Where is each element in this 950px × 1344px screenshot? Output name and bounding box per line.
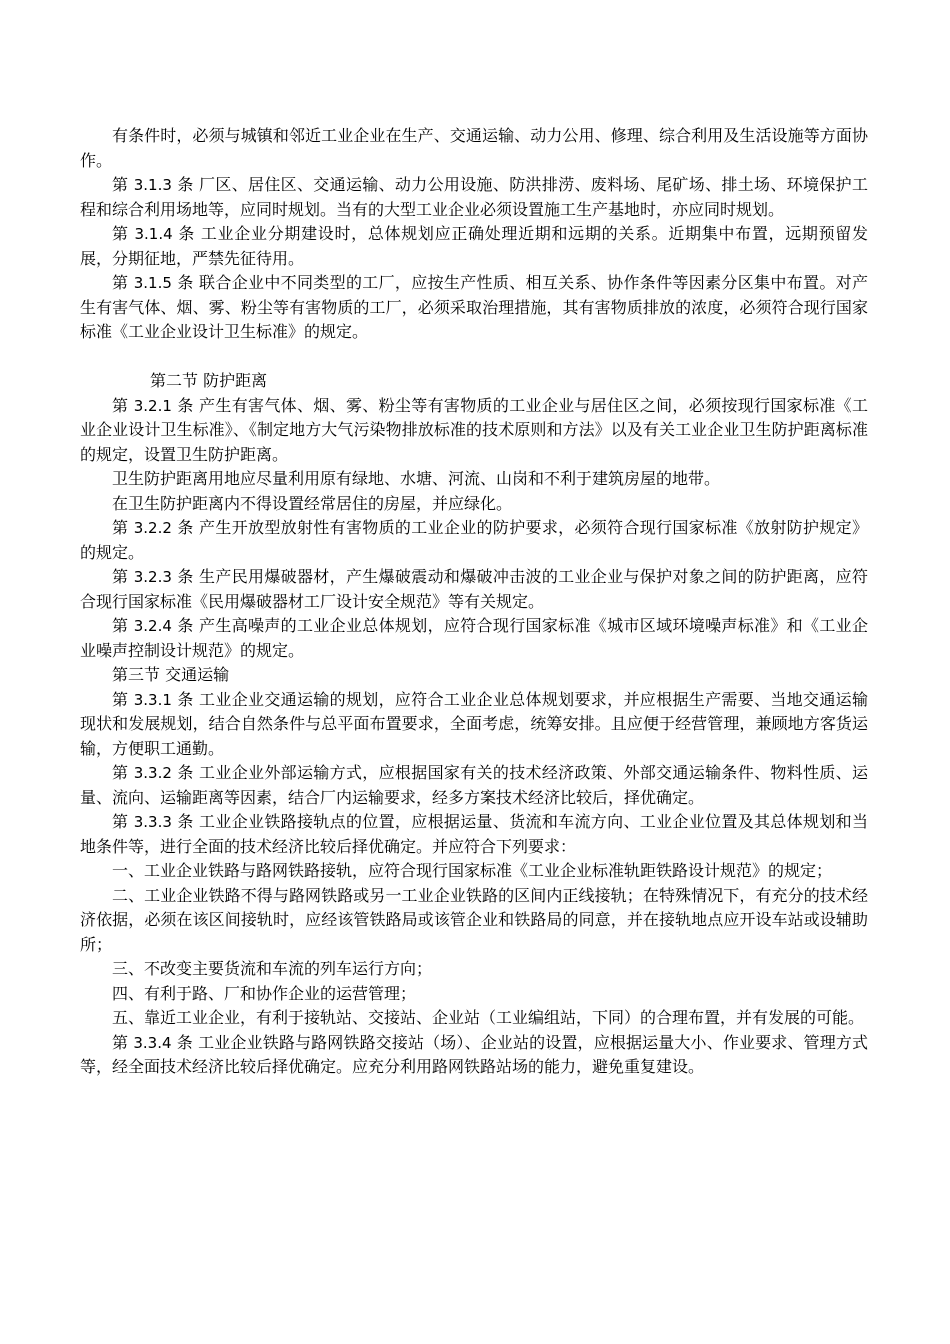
- article-3-3-2: 第 3.3.2 条 工业企业外部运输方式，应根据国家有关的技术经济政策、外部交通运输条件、物料性质、运量、流向、运输距离等因素，结合厂内运输要求，经多方案技术经济比较后，择优确定。: [80, 763, 868, 807]
- article-3-2-1: 第 3.2.1 条 产生有害气体、烟、雾、粉尘等有害物质的工业企业与居住区之间，必须按现行国家标准《工业企业设计卫生标准》、《制定地方大气污染物排放标准的技术原则和方法》以及有关工业企业卫生防护距离标准的规定，设置卫生防护距离。: [80, 395, 868, 464]
- requirement-item-4: 四、有利于路、厂和协作企业的运营管理；: [112, 983, 417, 1003]
- blank-line: [80, 345, 868, 370]
- requirement-item-3: 三、不改变主要货流和车流的列车运行方向；: [112, 959, 433, 978]
- article-3-3-3: 第 3.3.3 条 工业企业铁路接轨点的位置，应根据运量、货流和车流方向、工业企业位置及其总体规划和当地条件等，进行全面的技术经济比较后择优确定。并应符合下列要求：: [80, 812, 868, 856]
- article-3-1-3: 第 3.1.3 条 厂区、居住区、交通运输、动力公用设施、防洪排涝、废料场、尾矿场、排土场、环境保护工程和综合利用场地等，应同时规划。当有的大型工业企业必须设置施工生产基地时，亦应同时规划。: [80, 175, 868, 219]
- paragraph-protect-no-house: 在卫生防护距离内不得设置经常居住的房屋，并应绿化。: [112, 493, 513, 513]
- paragraph-coop: 有条件时，必须与城镇和邻近工业企业在生产、交通运输、动力公用、修理、综合利用及生活设施等方面协作。: [80, 126, 868, 170]
- requirement-item-1: 一、工业企业铁路与路网铁路接轨，应符合现行国家标准《工业企业标准轨距铁路设计规范》的规定；: [112, 861, 833, 880]
- section-heading-transport: 第三节 交通运输: [112, 665, 230, 684]
- article-number: 3.1.5: [133, 274, 172, 292]
- article-number: 3.3.4: [133, 1033, 172, 1052]
- article-number: 3.3.3: [133, 813, 172, 831]
- section-2-block: [80, 394, 868, 664]
- requirement-item-2: 二、工业企业铁路不得与路网铁路或另一工业企业铁路的区间内正线接轨；在特殊情况下，有充分的技术经济依据，必须在该区间接轨时，应经该管铁路局或该管企业和铁路局的同意，并在接轨地点应开设车站或设辅助所；: [80, 885, 868, 954]
- article-number: 3.1.3: [133, 176, 172, 194]
- article-3-2-2: 第 3.2.2 条 产生开放型放射性有害物质的工业企业的防护要求，必须符合现行国家标准《放射防护规定》的规定。: [80, 518, 868, 562]
- paragraph-protect-land: 卫生防护距离用地应尽量利用原有绿地、水塘、河流、山岗和不利于建筑房屋的地带。: [112, 469, 721, 488]
- article-number: 3.2.2: [133, 519, 172, 537]
- article-3-3-1: 第 3.3.1 条 工业企业交通运输的规划，应符合工业企业总体规划要求，并应根据生产需要、当地交通运输现状和发展规划，结合自然条件与总平面布置要求，全面考虑，统筹安排。且应便于经营管理，兼顾地方客货运输，方便职工通勤。: [80, 689, 868, 758]
- article-number: 3.2.4: [133, 617, 172, 635]
- section-3-block: [80, 688, 868, 1080]
- article-3-1-4: 第 3.1.4 条 工业企业分期建设时，总体规划应正确处理近期和远期的关系。近期集中布置，远期预留发展，分期征地，严禁先征待用。: [80, 224, 868, 268]
- document-page: [80, 124, 868, 1080]
- article-number: 3.1.4: [134, 225, 173, 243]
- article-3-1-5: 第 3.1.5 条 联合企业中不同类型的工厂，应按生产性质、相互关系、协作条件等因素分区集中布置。对产生有害气体、烟、雾、粉尘等有害物质的工厂，必须采取治理措施，其有害物质排放的浓度，必须符合现行国家标准《工业企业设计卫生标准》的规定。: [80, 273, 868, 341]
- article-number: 3.2.3: [133, 568, 172, 586]
- article-number: 3.3.1: [133, 690, 172, 709]
- article-3-3-4: 第 3.3.4 条 工业企业铁路与路网铁路交接站（场）、企业站的设置，应根据运量大小、作业要求、管理方式等，经全面技术经济比较后择优确定。应充分利用路网铁路站场的能力，避免重复建设。: [80, 1032, 868, 1076]
- article-3-2-4: 第 3.2.4 条 产生高噪声的工业企业总体规划，应符合现行国家标准《城市区域环境噪声标准》和《工业企业噪声控制设计规范》的规定。: [80, 616, 868, 660]
- section-1-block: [80, 124, 868, 345]
- requirement-item-5: 五、靠近工业企业，有利于接轨站、交接站、企业站（工业编组站，下同）的合理布置，并有发展的可能。: [112, 1008, 865, 1027]
- article-3-2-3: 第 3.2.3 条 生产民用爆破器材，产生爆破震动和爆破冲击波的工业企业与保护对象之间的防护距离，应符合现行国家标准《民用爆破器材工厂设计安全规范》等有关规定。: [80, 567, 868, 611]
- section-heading-protection-distance: 第二节 防护距离: [150, 371, 268, 390]
- article-number: 3.2.1: [133, 396, 172, 415]
- article-number: 3.3.2: [133, 764, 172, 782]
